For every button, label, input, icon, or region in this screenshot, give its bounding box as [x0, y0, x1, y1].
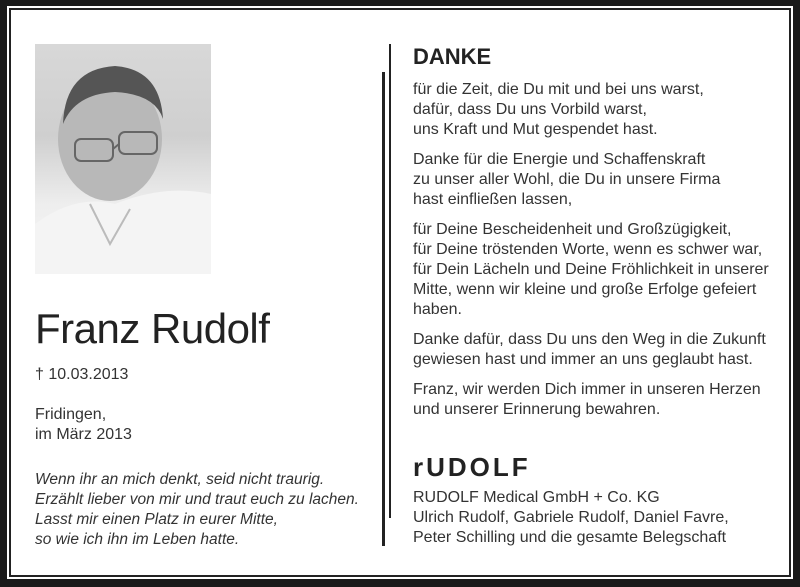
thanks-heading: DANKE [413, 44, 492, 69]
company-line: RUDOLF Medical GmbH + Co. KG [413, 489, 660, 506]
poem-line: Erzählt lieber von mir und traut euch zu lachen. [35, 491, 359, 508]
poem-line: Lasst mir einen Platz in eurer Mitte, [35, 511, 278, 528]
thanks-paragraph: für die Zeit, die Du mit und bei uns warst, dafür, dass Du uns Vorbild warst, uns Kraft und Mut gespendet hast. [413, 81, 704, 138]
divider-line [382, 72, 385, 546]
date-line: im März 2013 [35, 426, 132, 443]
death-date: † 10.03.2013 [35, 366, 129, 383]
company-logo: rUDOLF [413, 452, 531, 482]
deceased-name: Franz Rudolf [35, 305, 270, 352]
thanks-paragraph: für Deine Bescheidenheit und Großzügigkeit, für Deine tröstenden Worte, wenn es schwer war, für Dein Lächeln und Deine Fröhlichkeit in unserer Mitte, wenn wir kleine und große Erfolge gefeiert haben. [413, 221, 769, 318]
portrait-photo [35, 44, 211, 274]
company-line: Ulrich Rudolf, Gabriele Rudolf, Daniel Favre, [413, 509, 729, 526]
poem-line: Wenn ihr an mich denkt, seid nicht traurig. [35, 471, 325, 488]
thanks-paragraph: Danke für die Energie und Schaffenskraft zu unser aller Wohl, die Du in unsere Firma hast einfließen lassen, [413, 151, 721, 208]
divider-line [389, 44, 391, 518]
company-line: Peter Schilling und die gesamte Belegschaft [413, 529, 727, 546]
thanks-paragraph: Danke dafür, dass Du uns den Weg in die Zukunft gewiesen hast und immer an uns geglaubt hast. [413, 331, 766, 368]
thanks-section [413, 44, 793, 430]
place: Fridingen, [35, 406, 107, 423]
poem-line: so wie ich ihn im Leben hatte. [35, 531, 240, 548]
thanks-paragraph: Franz, wir werden Dich immer in unseren Herzen und unserer Erinnerung bewahren. [413, 381, 761, 418]
poem [35, 470, 359, 550]
company-signature [413, 488, 729, 548]
